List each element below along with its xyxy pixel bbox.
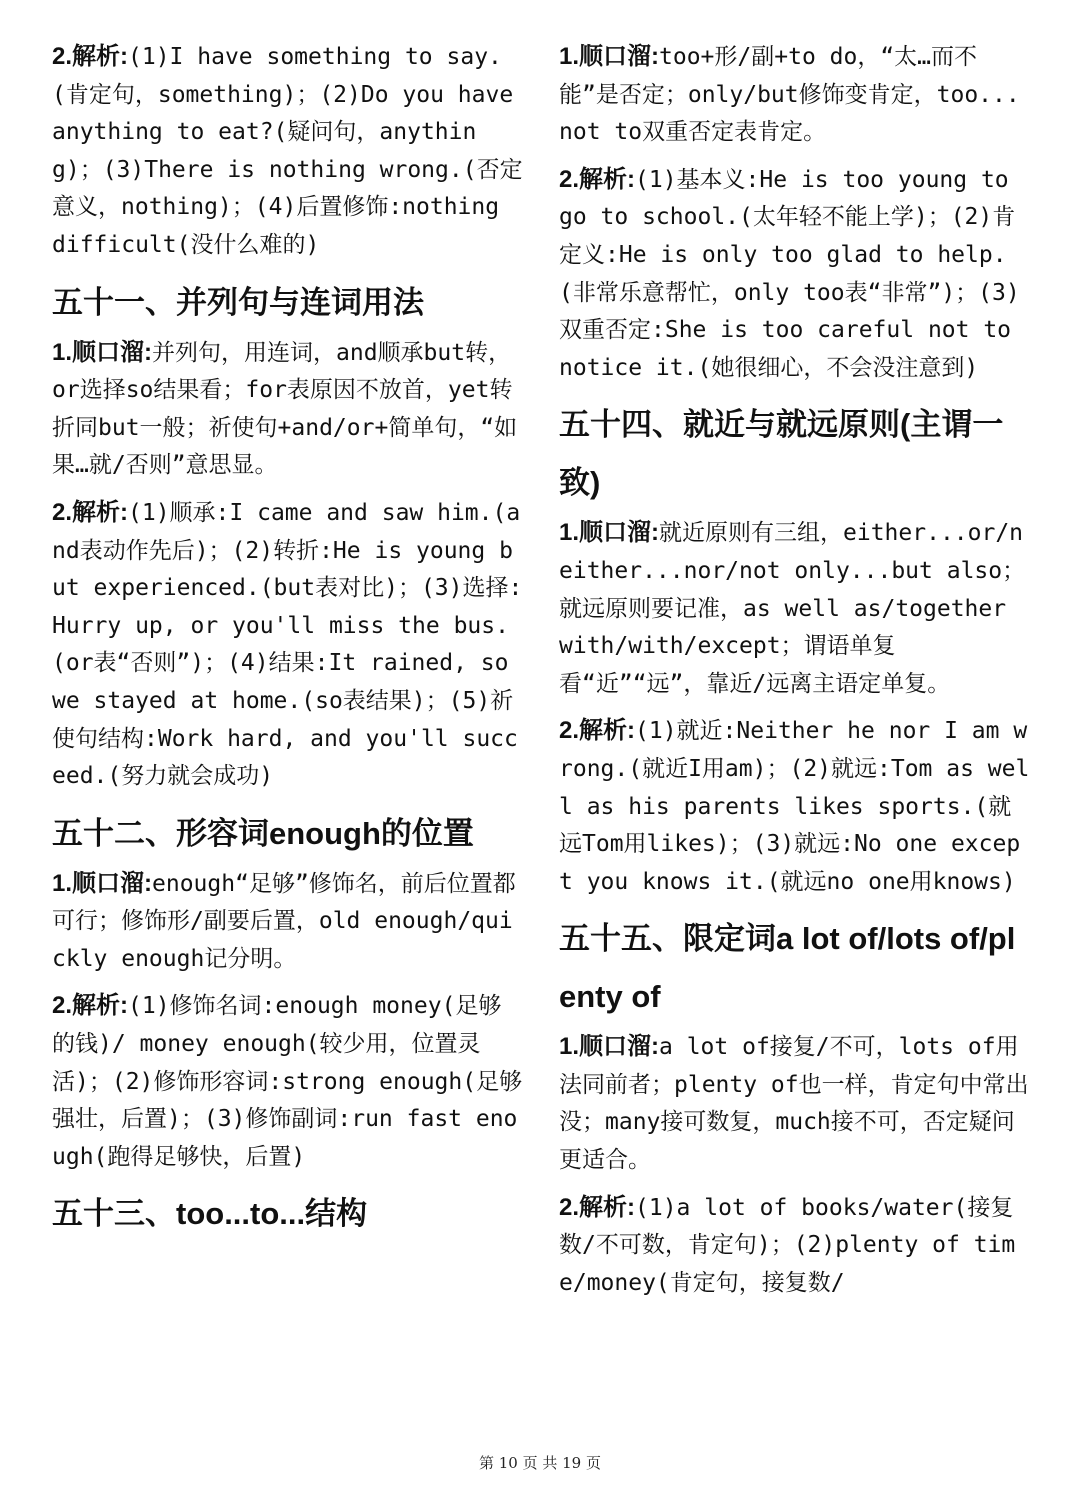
paragraph-label: 1.顺口溜: [52,338,153,366]
right-column [559,38,1031,1311]
paragraph [52,494,524,796]
paragraph [52,38,524,265]
paragraph [52,987,524,1176]
section-heading: 五十五、限定词a lot of/lots of/plenty of [559,921,1016,1015]
paragraph-text: (1)I have something to say.(肯定句，something)；(2)Do you have anything to eat?(疑问句，anything)；(3)There is nothing wrong.(否定意义，nothing)；(4)后置修饰:nothing difficult(没什么难的) [52,44,523,258]
paragraph [559,1189,1031,1303]
paragraph-text: too+形/副+to do，“太…而不能”是否定；only/but修饰变肯定，too...not to双重否定表肯定。 [559,44,1020,146]
paragraph-label: 1.顺口溜: [559,43,660,70]
paragraph [559,712,1031,901]
paragraph-text: (1)顺承:I came and saw him.(and表动作先后)；(2)转折:He is young but experienced.(but表对比)；(3)选择:Hurry up, or you'll miss the bus.(or表“否则”)；(4)结果:It rained, so we stayed at home.(so表结果)；(5)祈使句结构:Work hard, and you'll succeed.(努力就会成功) [52,499,523,790]
paragraph-label: 1.顺口溜: [52,869,153,897]
paragraph-label: 2.解析: [52,498,129,526]
section-heading: 五十一、并列句与连词用法 [52,284,424,320]
paragraph-text: a lot of接复/不可，lots of用法同前者；plenty of也一样，肯定句中常出没；many接可数复，much接不可，否定疑问更适合。 [559,1034,1029,1174]
paragraph [559,161,1031,388]
paragraph-label: 2.解析: [559,717,636,745]
paragraph-text: (1)修饰名词:enough money(足够的钱)/ money enough(较少用，位置灵活)；(2)修饰形容词:strong enough(足够强壮，后置)；(3)修饰副词:run fast enough(跑得足够快，后置) [52,993,523,1170]
section-heading: 五十三、too...to...结构 [52,1196,368,1232]
paragraph-text: enough“足够”修饰名，前后位置都可行；修饰形/副要后置，old enough/quickly enough记分明。 [52,870,516,972]
paragraph [52,865,524,979]
paragraph-label: 2.解析: [559,1193,636,1221]
paragraph-label: 1.顺口溜: [559,1033,660,1061]
paragraph-text: (1)就近:Neither he nor I am wrong.(就近I用am)；(2)就远:Tom as well as his parents likes sports.(就远Tom用likes)；(3)就远:No one except you knows it.(就远no one用knows) [559,718,1030,895]
paragraph-text: (1)基本义:He is too young to go to school.(太年轻不能上学)；(2)肯定义:He is only too glad to help.(非常乐意帮忙，only too表“非常”)；(3)双重否定:She is too careful not to notice it.(她很细心，不会没注意到) [559,166,1020,381]
paragraph-label: 2.解析: [52,992,129,1020]
paragraph [52,334,524,485]
paragraph-label: 2.解析: [559,165,636,193]
paragraph-label: 1.顺口溜: [559,519,660,547]
paragraph-text: (1)a lot of books/water(接复数/不可数，肯定句)；(2)plenty of time/money(肯定句，接复数/ [559,1194,1016,1296]
paragraph-text: 就近原则有三组，either...or/neither...nor/not only...but also；就远原则要记准，as well as/together with/with/except；谓语单复看“近”“远”，靠近/远离主语定单复。 [559,520,1026,697]
paragraph [559,38,1031,152]
left-column [52,38,524,1245]
paragraph [559,514,1031,703]
paragraph-label: 2.解析: [52,43,129,70]
page-footer: 第 10 页 共 19 页 [478,1454,601,1472]
paragraph-text: 并列句，用连词，and顺承but转，or选择so结果看；for表原因不放首，yet转折同but一般；祈使句+and/or+简单句，“如果…就/否则”意思显。 [52,339,518,479]
section-heading: 五十二、形容词enough的位置 [52,815,474,851]
section-heading: 五十四、就近与就远原则(主谓一致) [559,407,1004,501]
paragraph [559,1028,1031,1179]
